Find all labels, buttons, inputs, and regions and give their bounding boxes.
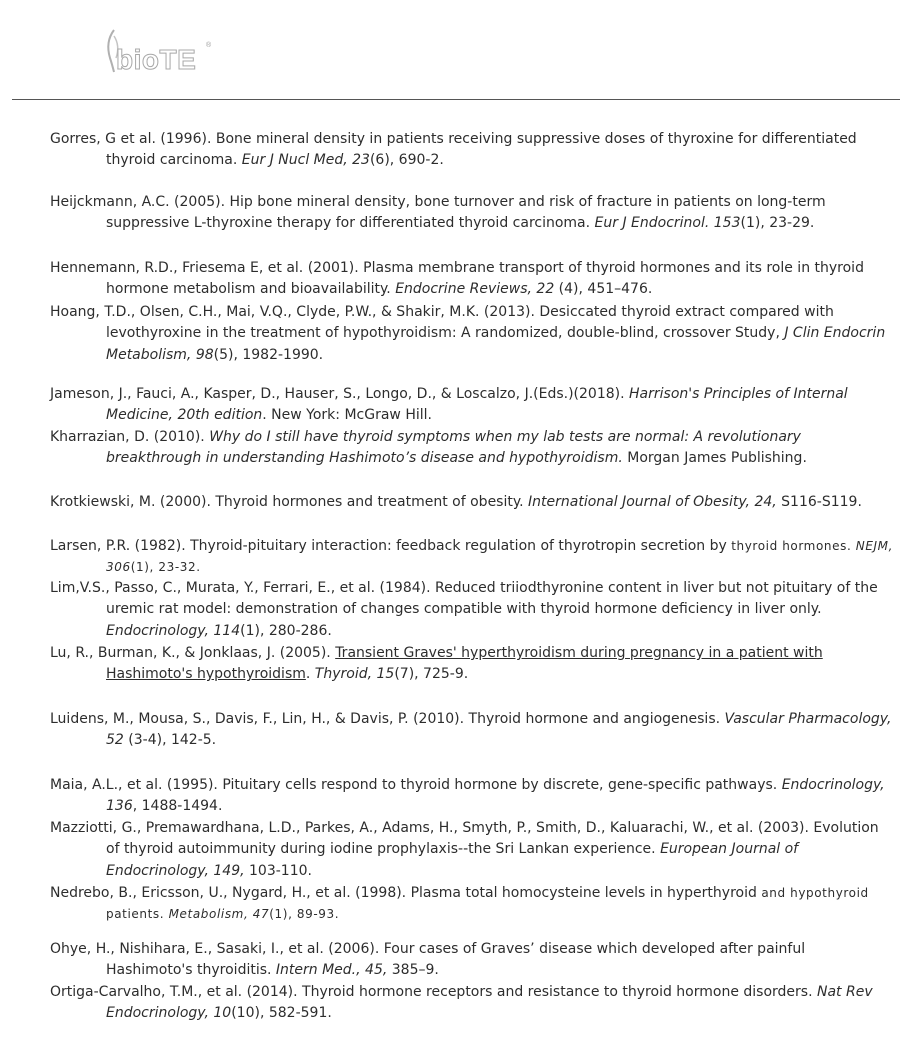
reference-heijckmann: Heijckmann, A.C. (2005). Hip bone mineral density, bone turnover and risk of fracture in patients on long-term suppressive L-thyroxine therapy for differentiated thyroid carcinoma. Eur J Endocrinol. 153(1), 23-29. xyxy=(50,194,826,232)
reference-jameson: Jameson, J., Fauci, A., Kasper, D., Hauser, S., Longo, D., & Loscalzo, J.(Eds.)(2018). Harrison's Principles of Internal Medicine, 20th edition. New York: McGraw Hill. xyxy=(50,386,848,424)
logo-text: bioTE xyxy=(116,44,197,75)
reference-luidens: Luidens, M., Mousa, S., Davis, F., Lin, H., & Davis, P. (2010). Thyroid hormone and angiogenesis. Vascular Pharmacology, 52 (3-4), 142-5. xyxy=(50,711,892,749)
reference-hennemann: Hennemann, R.D., Friesema E, et al. (2001). Plasma membrane transport of thyroid hormones and its role in thyroid hormone metabolism and bioavailability. Endocrine Reviews, 22 (4), 451–476. xyxy=(50,260,864,298)
reference-larsen: Larsen, P.R. (1982). Thyroid-pituitary interaction: feedback regulation of thyrotropin secretion by thyroid hormones. NEJM, 306(1), 23-32. xyxy=(50,538,894,575)
reference-lim: Lim,V.S., Passo, C., Murata, Y., Ferrari, E., et al. (1984). Reduced triiodthyronine content in liver but not pituitary of the uremic rat model: demonstration of changes compatible with thyroid hormone deficiency in liver only. Endocrinology, 114(1), 280-286. xyxy=(50,580,878,639)
reference-kharrazian: Kharrazian, D. (2010). Why do I still have thyroid symptoms when my lab tests are normal: A revolutionary breakthrough in understanding Hashimoto’s disease and hypothyroidism. Morgan James Publishing. xyxy=(50,429,807,467)
reference-maia: Maia, A.L., et al. (1995). Pituitary cells respond to thyroid hormone by discrete, gene-specific pathways. Endocrinology, 136, 1488-1494. xyxy=(50,777,885,815)
reference-nedrebo: Nedrebo, B., Ericsson, U., Nygard, H., et al. (1998). Plasma total homocysteine levels in hyperthyroid and hypothyroid patients. Metabolism, 47(1), 89-93. xyxy=(50,885,869,922)
registered-mark: ® xyxy=(206,42,212,49)
reference-gorres: Gorres, G et al. (1996). Bone mineral density in patients receiving suppressive doses of thyroxine for differentiated thyroid carcinoma. Eur J Nucl Med, 23(6), 690-2. xyxy=(50,131,857,169)
reference-ohye: Ohye, H., Nishihara, E., Sasaki, I., et al. (2006). Four cases of Graves’ disease which developed after painful Hashimoto's thyroiditis. Intern Med., 45, 385–9. xyxy=(50,941,806,979)
reference-ortiga-carvalho: Ortiga-Carvalho, T.M., et al. (2014). Thyroid hormone receptors and resistance to thyroid hormone disorders. Nat Rev Endocrinology, 10(10), 582-591. xyxy=(50,984,873,1022)
reference-krotkiewski: Krotkiewski, M. (2000). Thyroid hormones and treatment of obesity. International Journal of Obesity, 24, S116-S119. xyxy=(50,494,862,510)
reference-lu: Lu, R., Burman, K., & Jonklaas, J. (2005). Transient Graves' hyperthyroidism during pregnancy in a patient with Hashimoto's hypothyroidism. Thyroid, 15(7), 725-9. xyxy=(50,645,823,683)
article-title-link[interactable]: Transient Graves' hyperthyroidism during pregnancy in a patient with Hashimoto's hypothyroidism xyxy=(106,645,823,683)
reference-mazziotti: Mazziotti, G., Premawardhana, L.D., Parkes, A., Adams, H., Smyth, P., Smith, D., Kaluarachi, W., et al. (2003). Evolution of thyroid autoimmunity during iodine prophylaxis--the Sri Lankan experience. European Journal of Endocrinology, 149, 103-110. xyxy=(50,820,879,879)
reference-hoang: Hoang, T.D., Olsen, C.H., Mai, V.Q., Clyde, P.W., & Shakir, M.K. (2013). Desiccated thyroid extract compared with levothyroxine in the treatment of hypothyroidism: A randomized, double-blind, crossover Study, J Clin Endocrin Metabolism, 98(5), 1982-1990. xyxy=(50,304,886,363)
